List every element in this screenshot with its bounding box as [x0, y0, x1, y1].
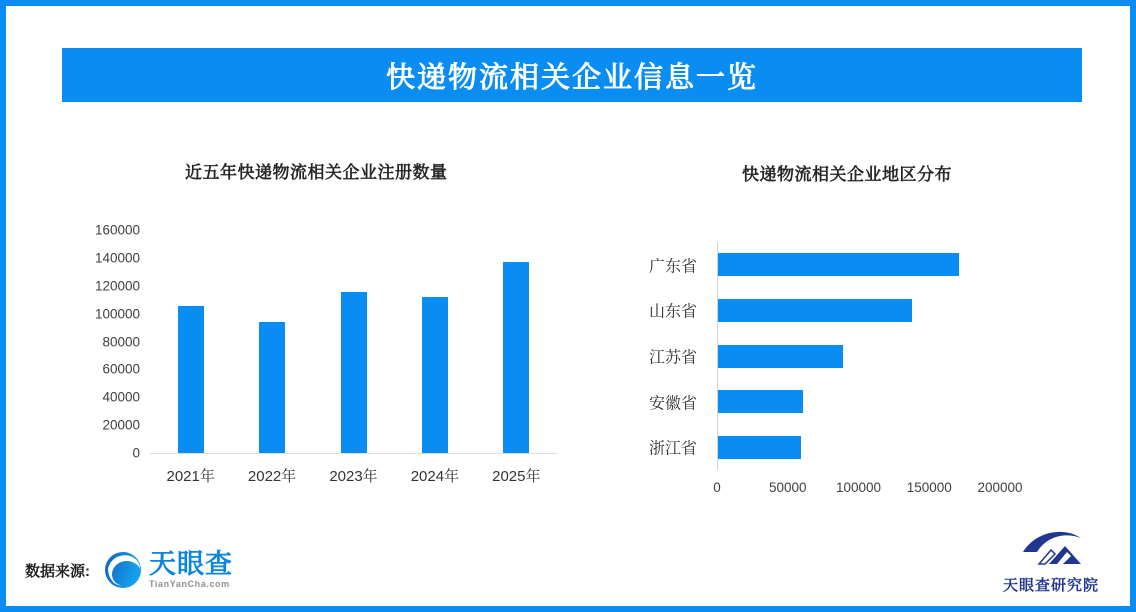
y-category-label: 广东省 [648, 258, 697, 276]
tianyancha-wordmark [149, 551, 233, 589]
y-tick-label: 160000 [94, 222, 140, 238]
bar-2025年 [503, 262, 529, 453]
bar-2022年 [259, 322, 285, 453]
bar-2021年 [178, 306, 204, 453]
tianyancha-name: 天眼查 [149, 549, 233, 579]
research-institute-logo [991, 524, 1111, 595]
bar-江苏省 [718, 345, 843, 368]
x-category-label: 2023年 [329, 468, 378, 485]
x-category-label: 2025年 [492, 468, 541, 485]
x-tick-label: 150000 [906, 480, 952, 495]
region-x-axis [713, 480, 1023, 500]
right-chart-title: 快递物流相关企业地区分布 [742, 165, 952, 184]
y-tick-label: 60000 [102, 361, 140, 377]
x-tick-label: 100000 [835, 480, 882, 495]
x-tick-label: 0 [713, 480, 721, 495]
y-category-label: 安徽省 [648, 395, 697, 413]
region-category-axis [601, 242, 707, 470]
y-tick-label: 120000 [94, 278, 140, 294]
y-tick-label: 80000 [102, 334, 140, 349]
data-source-label: 数据来源: [25, 562, 90, 580]
registration-x-axis [150, 465, 557, 489]
tianyancha-logo [104, 551, 233, 589]
data-source-row [25, 547, 233, 593]
tianyancha-eye-icon [104, 551, 142, 589]
page-title: 快递物流相关企业信息一览 [385, 61, 758, 94]
x-category-label: 2022年 [247, 468, 297, 485]
registration-y-axis [60, 222, 150, 461]
bar-浙江省 [718, 436, 801, 459]
research-institute-name: 天眼查研究院 [1002, 577, 1099, 594]
x-category-label: 2024年 [410, 468, 460, 485]
y-category-label: 山东省 [648, 303, 697, 321]
y-tick-label: 100000 [94, 306, 140, 322]
y-tick-label: 0 [132, 445, 140, 461]
bar-2024年 [422, 297, 448, 453]
x-category-label: 2021年 [166, 468, 215, 485]
x-tick-label: 200000 [977, 480, 1023, 495]
left-chart-title: 近五年快递物流相关企业注册数量 [185, 163, 448, 182]
x-tick-label: 50000 [768, 480, 807, 495]
bar-山东省 [718, 299, 912, 322]
y-tick-label: 140000 [94, 250, 140, 266]
y-tick-label: 40000 [102, 389, 140, 405]
registration-plot [150, 230, 557, 454]
y-tick-label: 20000 [102, 417, 140, 433]
page-title-banner [62, 48, 1082, 102]
research-institute-mark-icon [1015, 524, 1087, 568]
bar-2023年 [341, 292, 367, 453]
bar-安徽省 [718, 390, 803, 413]
bar-广东省 [718, 253, 959, 276]
region-plot [717, 242, 1001, 470]
tianyancha-domain: TianYanCha.com [149, 579, 230, 589]
y-category-label: 江苏省 [648, 349, 697, 367]
y-category-label: 浙江省 [648, 440, 697, 458]
